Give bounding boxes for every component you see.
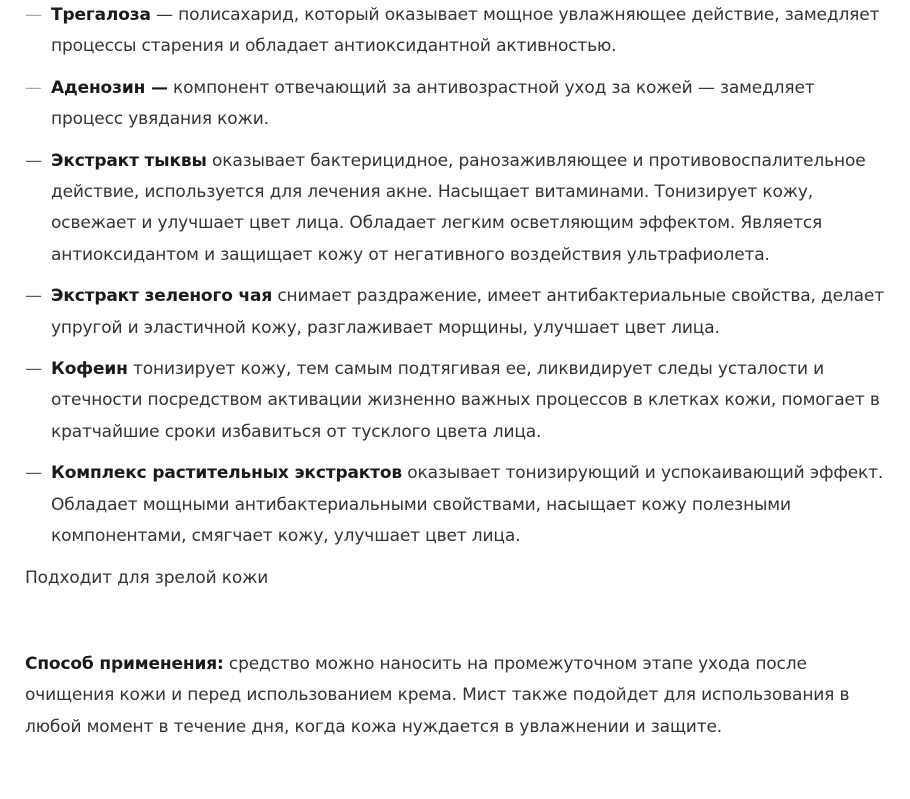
ingredient-description: — полисахарид, который оказывает мощное увлажняющее действие, замедляет процессы старения и обладает антиоксидантной активностью.: [51, 5, 880, 57]
dash-bullet-icon: —: [25, 286, 42, 307]
ingredient-item-trehalose: [25, 0, 885, 63]
ingredient-item-green-tea-extract: [25, 281, 885, 344]
dash-bullet-icon: —: [25, 5, 42, 25]
usage-instructions: [25, 649, 885, 743]
ingredient-description: оказывает тонизирующий и успокаивающий эффект. Обладает мощными антибактериальными свойствами, насыщает кожу полезными компонентами, смягчает кожу, улучшает цвет лица.: [51, 463, 884, 547]
usage-label: Способ применения:: [25, 653, 224, 674]
ingredient-description: тонизирует кожу, тем самым подтягивая ее, ликвидирует следы усталости и отечности посредством активации жизненно важных процессов в клетках кожи, помогает в кратчайшие сроки избавиться от тусклого цвета лица.: [51, 359, 880, 442]
ingredient-item-caffeine: [25, 354, 885, 448]
usage-text: средство можно наносить на промежуточном этапе ухода после очищения кожи и перед использованием крема. Мист также подойдет для использования в любой момент в течение дня, когда кожа нуждается в увлажнении и защите.: [25, 653, 850, 737]
dash-bullet-icon: —: [25, 463, 42, 484]
ingredient-name: Аденозин —: [51, 77, 168, 98]
ingredient-description: снимает раздражение, имеет антибактериальные свойства, делает упругой и эластичной кожу, разглаживает морщины, улучшает цвет лица.: [51, 286, 884, 338]
ingredient-name: Экстракт тыквы: [51, 150, 207, 171]
ingredient-description: оказывает бактерицидное, ранозаживляющее и противовоспалительное действие, используется для лечения акне. Насыщает витаминами. Тонизирует кожу, освежает и улучшает цвет лица. Обладает легким осветляющим эффектом. Является антиоксидантом и защищает кожу от негативного воздействия ультрафиолета.: [51, 150, 866, 265]
ingredient-name: Экстракт зеленого чая: [51, 286, 273, 307]
dash-bullet-icon: —: [25, 150, 42, 171]
skin-type-note: Подходит для зрелой кожи: [25, 567, 269, 588]
ingredient-item-pumpkin-extract: [25, 146, 885, 272]
ingredient-name: Трегалоза: [51, 5, 151, 25]
ingredient-description: компонент отвечающий за антивозрастной уход за кожей — замедляет процесс увядания кожи.: [51, 77, 815, 130]
dash-bullet-icon: —: [25, 359, 42, 380]
ingredient-item-plant-extracts-complex: [25, 458, 885, 552]
ingredient-item-adenosine: [25, 73, 885, 136]
ingredient-name: Кофеин: [51, 359, 128, 380]
ingredient-name: Комплекс растительных экстрактов: [51, 463, 403, 484]
dash-bullet-icon: —: [25, 77, 42, 98]
